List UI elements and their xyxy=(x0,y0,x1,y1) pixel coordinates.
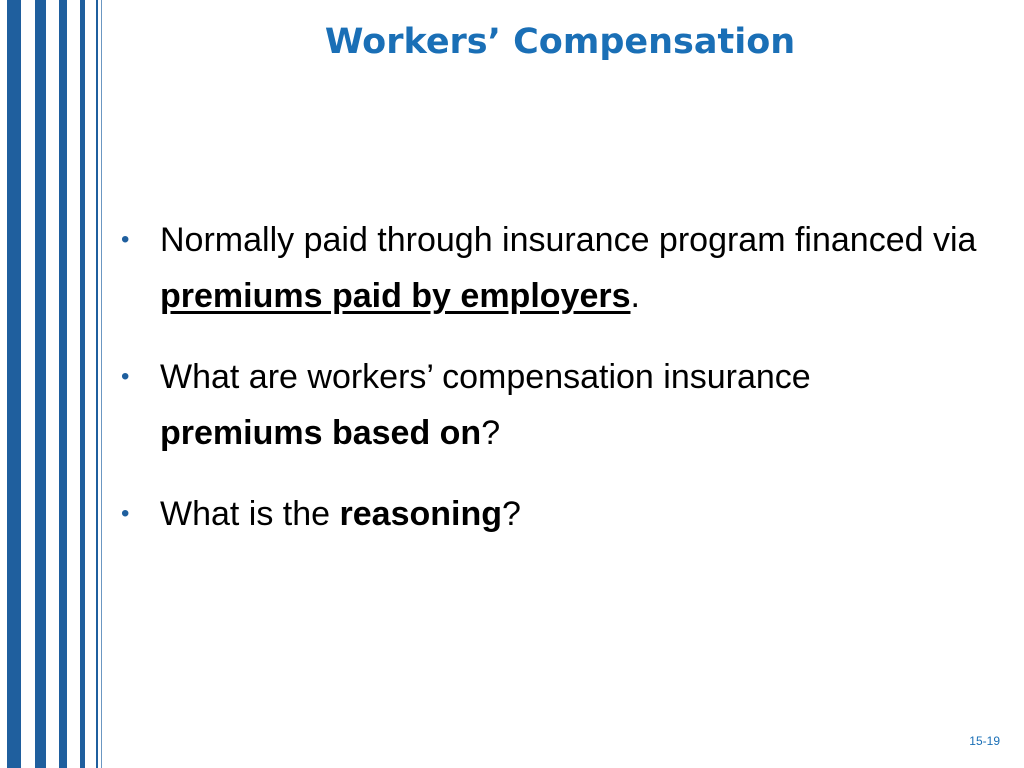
bullet-list xyxy=(118,212,978,567)
stripe xyxy=(101,0,102,768)
bullet-text: ? xyxy=(481,414,501,452)
stripe xyxy=(59,0,67,768)
bullet-dot-icon: • xyxy=(121,363,130,390)
bullet-text: What are workers’ compensation insurance xyxy=(160,358,811,396)
bullet-text: Normally paid through insurance program financed via xyxy=(160,221,977,259)
bullet-dot-icon: • xyxy=(121,226,130,253)
slide-title: Workers’ Compensation xyxy=(324,22,796,62)
bullet-emphasis: reasoning xyxy=(339,495,502,533)
decorative-stripes xyxy=(0,0,110,768)
bullet-text: ? xyxy=(502,495,521,533)
bullet-item xyxy=(118,349,978,461)
bullet-text: . xyxy=(630,277,640,315)
bullet-emphasis: premiums based on xyxy=(160,414,482,452)
bullet-emphasis: premiums paid by employers xyxy=(160,277,631,315)
bullet-item xyxy=(118,212,978,324)
stripe xyxy=(35,0,46,768)
stripe xyxy=(96,0,98,768)
slide-number: 15-19 xyxy=(969,734,1000,748)
bullet-item xyxy=(118,486,978,542)
stripe xyxy=(80,0,85,768)
bullet-text: What is the xyxy=(160,495,340,533)
bullet-dot-icon: • xyxy=(121,500,130,527)
stripe xyxy=(7,0,21,768)
